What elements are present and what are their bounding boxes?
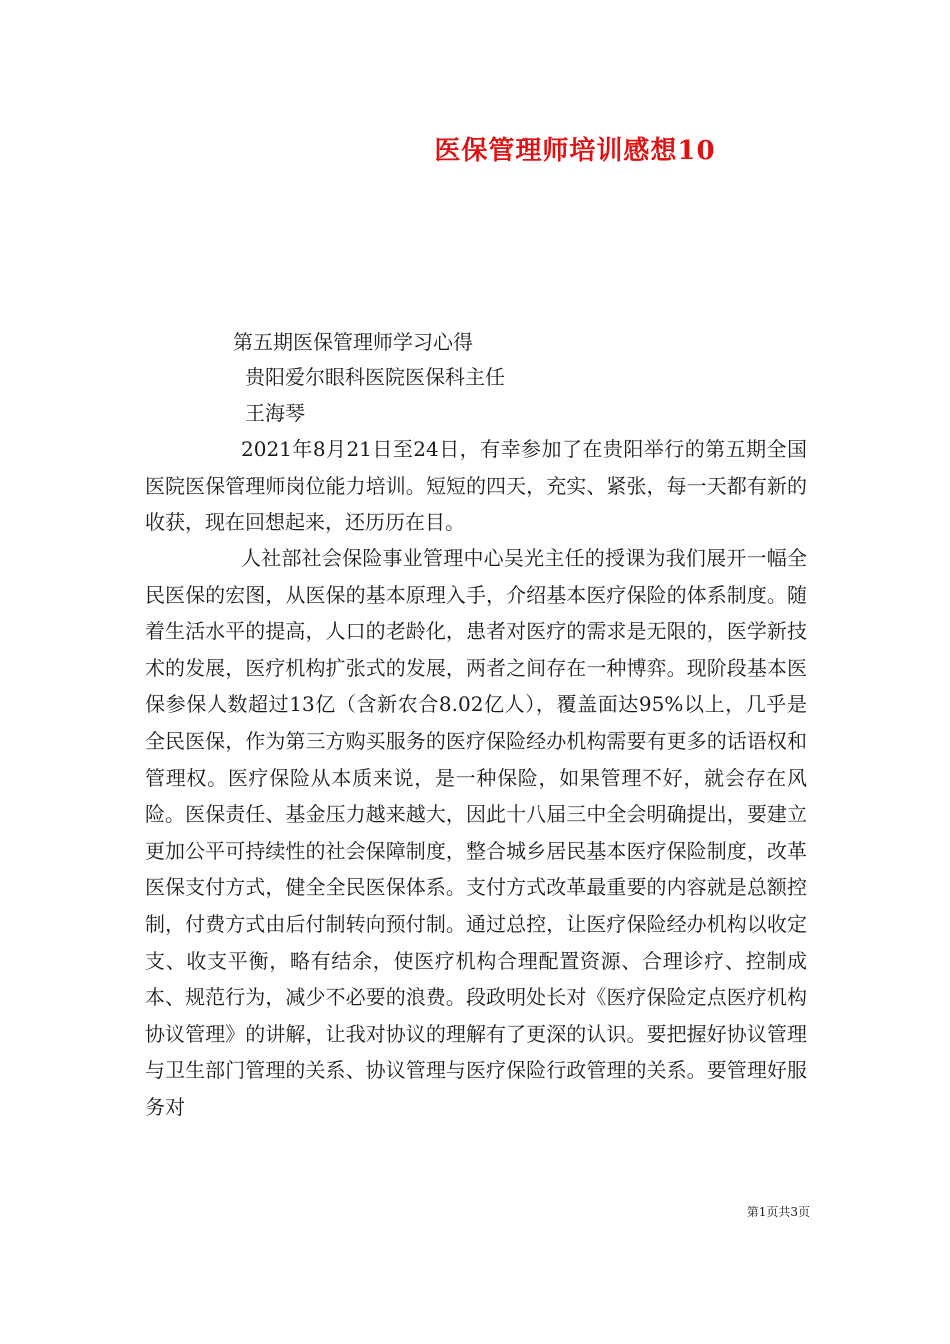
paragraph-2: 人社部社会保险事业管理中心吴光主任的授课为我们展开一幅全民医保的宏图，从医保的基本原理入手，介绍基本医疗保险的体系制度。随着生活水平的提高，人口的老龄化，患者对医疗的需求是无限的，医学新技术的发展，医疗机构扩张式的发展，两者之间存在一种博弈。现阶段基本医保参保人数超过13亿（含新农合8.02亿人），覆盖面达95%以上，几乎是全民医保，作为第三方购买服务的医疗保险经办机构需要有更多的话语权和管理权。医疗保险从本质来说，是一种保险，如果管理不好，就会存在风险。医保责任、基金压力越来越大，因此十八届三中全会明确提出，要建立更加公平可持续性的社会保障制度，整合城乡居民基本医疗保险制度，改革医保支付方式，健全全民医保体系。支付方式改革最重要的内容就是总额控制，付费方式由后付制转向预付制。通过总控，让医疗保险经办机构以收定支、收支平衡，略有结余，使医疗机构合理配置资源、合理诊疗、控制成本、规范行为，减少不必要的浪费。段政明处长对《医疗保险定点医疗机构协议管理》的讲解，让我对协议的理解有了更深的认识。要把握好协议管理与卫生部门管理的关系、协议管理与医疗保险行政管理的关系。要管理好服务对 [145,546,807,1119]
author-organization: 贵阳爱尔眼科医院医保科主任 [245,365,505,389]
paragraph-1: 2021年8月21日至24日，有幸参加了在贵阳举行的第五期全国医院医保管理师岗位能力培训。短短的四天，充实、紧张，每一天都有新的收获，现在回想起来，还历历在目。 [145,437,807,535]
author-name: 王海琴 [245,401,305,425]
page-footer: 第1页共3页 [746,1205,810,1219]
article-heading: 第五期医保管理师学习心得 [233,330,473,354]
document-title: 医保管理师培训感想10 [434,136,716,166]
